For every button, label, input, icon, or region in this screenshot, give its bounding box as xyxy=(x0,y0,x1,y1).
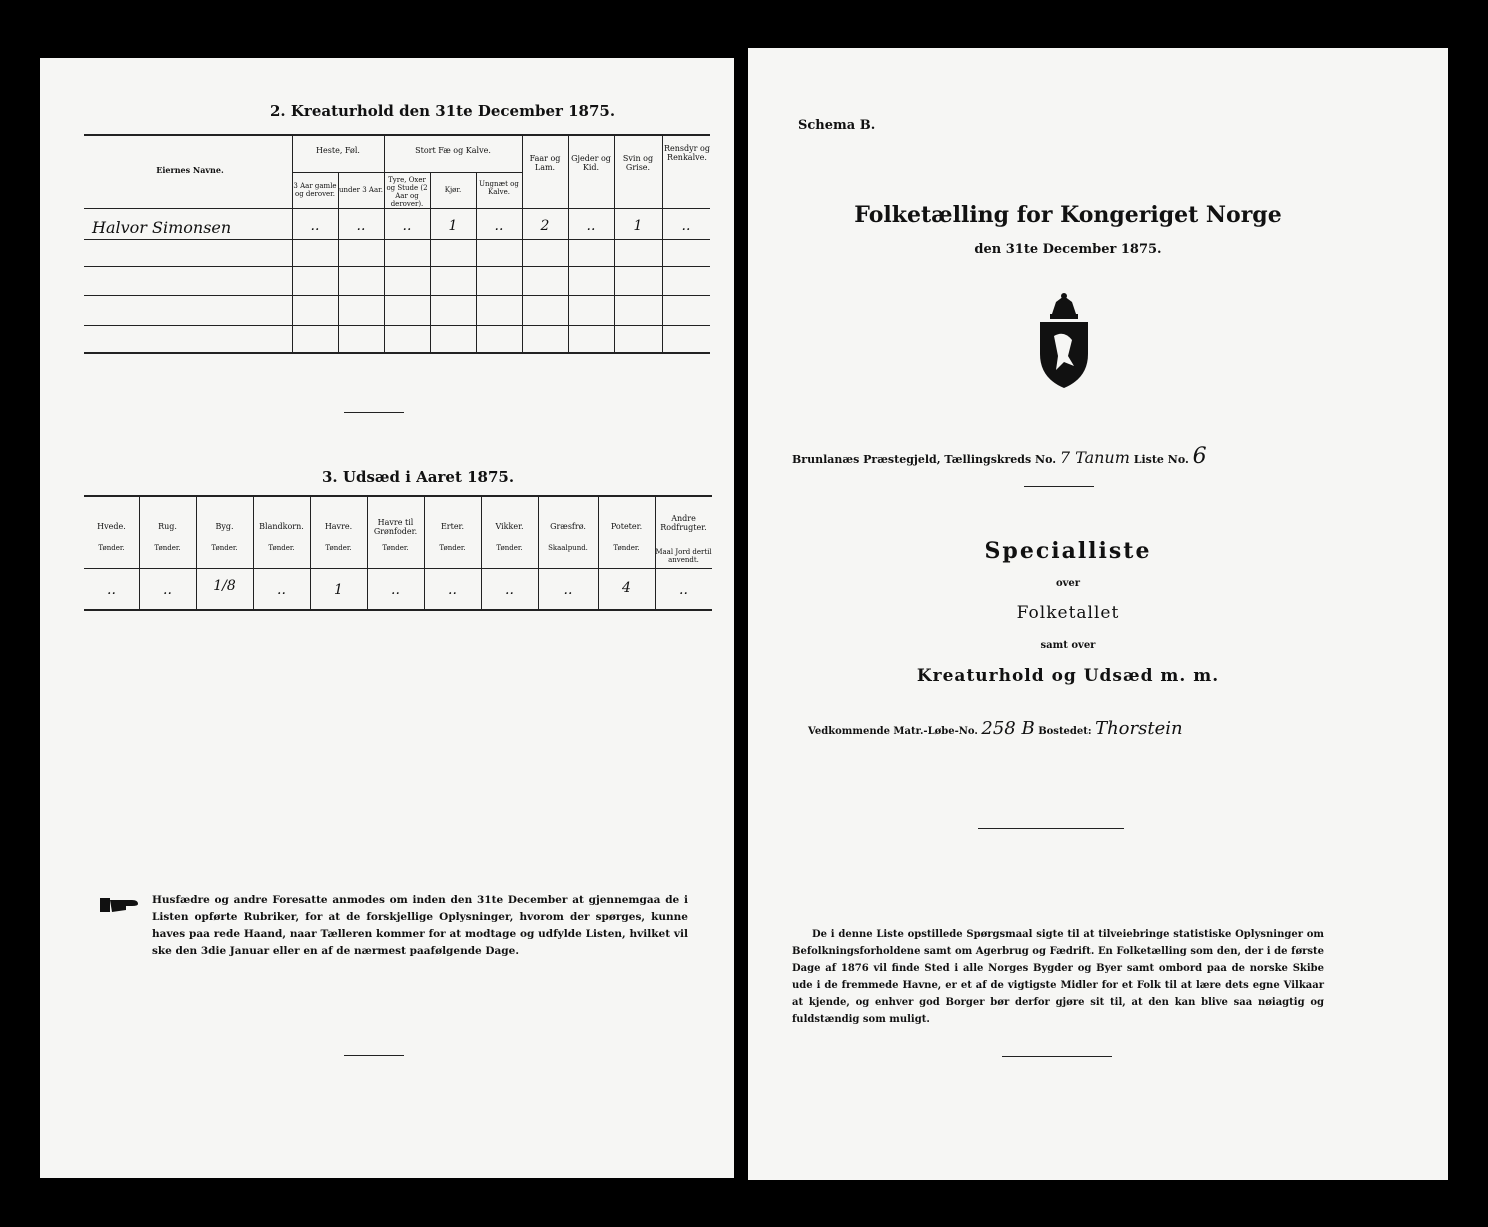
parish-line xyxy=(792,444,1207,469)
subheader-horses-old: 3 Aar gamle og derover. xyxy=(293,182,337,198)
crop-unit: Tønder. xyxy=(98,544,125,552)
row-value: 2 xyxy=(540,218,550,234)
bostedet-label: Bostedet: xyxy=(1038,726,1092,737)
divider xyxy=(344,412,404,413)
left-page xyxy=(40,58,734,1178)
crop-value: 1/8 xyxy=(213,578,236,594)
main-subtitle: den 31te December 1875. xyxy=(974,242,1162,257)
row-value: .. xyxy=(310,218,320,234)
group-header-sheep: Faar og Lam. xyxy=(529,154,561,172)
crop-unit: Tønder. xyxy=(496,544,523,552)
subheader-cows: Kjør. xyxy=(444,186,462,194)
right-page xyxy=(748,48,1448,1180)
crop-unit: Tønder. xyxy=(439,544,466,552)
group-header-reindeer: Rensdyr og Renkalve. xyxy=(664,144,710,162)
matr-label: Vedkommende Matr.-Løbe-No. xyxy=(808,726,978,737)
group-header-cattle: Stort Fæ og Kalve. xyxy=(415,146,491,155)
crop-header: Blandkorn. xyxy=(259,522,304,531)
crop-value: .. xyxy=(505,582,514,598)
liste-value: 6 xyxy=(1192,444,1207,469)
section2-title: 2. Kreaturhold den 31te December 1875. xyxy=(270,102,616,120)
samt-over-label: samt over xyxy=(1040,640,1096,651)
crop-header: Rug. xyxy=(158,522,177,531)
divider xyxy=(1002,1056,1112,1057)
crop-unit: Tønder. xyxy=(325,544,352,552)
crop-header: Byg. xyxy=(215,522,234,531)
crop-unit: Tønder. xyxy=(382,544,409,552)
crop-unit: Tønder. xyxy=(613,544,640,552)
parish-label: Brunlanæs Præstegjeld, Tællingskreds No. xyxy=(792,453,1057,466)
crop-header: Vikker. xyxy=(495,522,524,531)
divider xyxy=(344,1055,404,1056)
crop-value: 4 xyxy=(622,580,631,596)
crop-value: 1 xyxy=(334,582,343,598)
divider xyxy=(1024,486,1094,487)
crop-header: Poteter. xyxy=(610,522,643,531)
group-header-horses: Heste, Føl. xyxy=(316,146,360,155)
bostedet-value: Thorstein xyxy=(1095,718,1183,739)
over-label: over xyxy=(1055,578,1081,589)
footnote: Husfædre og andre Foresatte anmodes om inden den 31te December at gjennemgaa de i Listen opførte Rubriker, for at de forskjellige Oplysninger, hvorom der spørges, kunne haves paa rede Haand, naar Tælleren kommer for at modtage og udfylde Listen, hvilket vil ske den 3die Januar eller en af de nærmest paafølgende Dage. xyxy=(152,894,688,957)
owner-name: Halvor Simonsen xyxy=(92,218,232,237)
row-value: .. xyxy=(494,218,504,234)
crop-header: Erter. xyxy=(440,522,465,531)
crop-unit: Tønder. xyxy=(211,544,238,552)
crop-header: Havre til Grønfoder. xyxy=(373,518,418,536)
tellingskreds-value: 7 Tanum xyxy=(1059,448,1130,467)
subheader-horses-young: under 3 Aar. xyxy=(339,186,383,194)
divider xyxy=(978,828,1124,829)
crop-value: .. xyxy=(679,582,688,598)
crop-value: .. xyxy=(448,582,457,598)
coat-of-arms-icon xyxy=(1034,292,1094,392)
crop-unit: Tønder. xyxy=(268,544,295,552)
subheader-calves: Ungnæt og Kalve. xyxy=(479,180,519,196)
crop-header: Havre. xyxy=(324,522,353,531)
crop-unit: Tønder. xyxy=(154,544,181,552)
crop-value: .. xyxy=(391,582,400,598)
section3-title: 3. Udsæd i Aaret 1875. xyxy=(322,468,515,486)
crop-header: Græsfrø. xyxy=(550,522,586,531)
row-value: .. xyxy=(402,218,412,234)
special-title: Specialliste xyxy=(984,538,1152,564)
crop-header: Hvede. xyxy=(97,522,126,531)
liste-label: Liste No. xyxy=(1133,453,1189,466)
matr-value: 258 B xyxy=(981,718,1035,739)
crop-unit: Skaalpund. xyxy=(548,544,588,552)
crop-value: .. xyxy=(563,582,573,598)
kreaturhold-label: Kreaturhold og Udsæd m. m. xyxy=(916,666,1220,686)
row-value: 1 xyxy=(448,218,458,234)
subheader-bulls: Tyre, Oxer og Stude (2 Aar og derover). xyxy=(386,176,428,208)
crop-unit: Maal Jord dertil anvendt. xyxy=(655,548,712,564)
owner-header: Eiernes Navne. xyxy=(156,165,224,175)
row-value: .. xyxy=(681,218,691,234)
schema-label: Schema B. xyxy=(798,118,876,133)
row-value: .. xyxy=(356,218,366,234)
crop-header: Andre Rodfrugter. xyxy=(660,514,707,532)
crop-value: .. xyxy=(107,582,116,598)
crop-value: .. xyxy=(277,582,286,598)
matr-line xyxy=(808,718,1183,739)
row-value: .. xyxy=(586,218,596,234)
bottom-note: De i denne Liste opstillede Spørgsmaal sigte til at tilveiebringe statistiske Oplysninger om Befolkningsforholdene samt om Agerbrug og Fædrift. En Folketælling som den, der i de første Dage af 1876 vil finde Sted i alle Norges Bygder og Byer samt ombord paa de norske Skibe ude i de fremmede Havne, er et af de vigtigste Midler for et Folk til at lære dets egne Vilkaar at kjende, og enhver god Borger bør derfor gjøre sit til, at den kan blive saa nøiagtig og fuldstændig som muligt. xyxy=(792,929,1324,1025)
pointing-hand-icon xyxy=(98,894,142,916)
group-header-pigs: Svin og Grise. xyxy=(622,154,654,172)
main-title: Folketælling for Kongeriget Norge xyxy=(854,202,1282,228)
group-header-goats: Gjeder og Kid. xyxy=(571,154,611,172)
row-value: 1 xyxy=(633,218,643,234)
folketallet-label: Folketallet xyxy=(1016,603,1120,623)
crop-value: .. xyxy=(163,582,172,598)
